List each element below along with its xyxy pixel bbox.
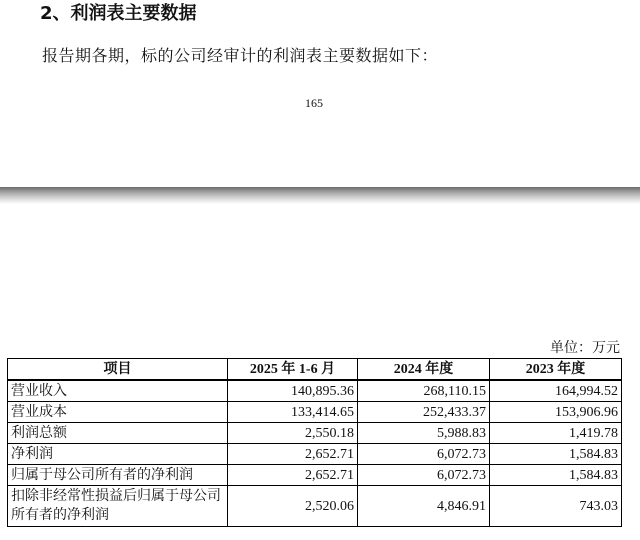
cell-value: 743.03 — [490, 486, 622, 527]
cell-value: 5,988.83 — [358, 423, 490, 444]
cell-value: 164,994.52 — [490, 380, 622, 402]
page-separator — [0, 187, 640, 204]
table-row — [8, 423, 622, 444]
page-number: 165 — [305, 96, 323, 110]
cell-value: 133,414.65 — [228, 402, 358, 423]
cell-value: 252,433.37 — [358, 402, 490, 423]
cell-value: 2,652.71 — [228, 444, 358, 465]
table-row — [8, 465, 622, 486]
unit-note: 单位：万元 — [550, 340, 620, 356]
table-row — [8, 402, 622, 423]
cell-value: 6,072.73 — [358, 465, 490, 486]
cell-value: 2,520.06 — [228, 486, 358, 527]
cell-value: 268,110.15 — [358, 380, 490, 402]
cell-value: 6,072.73 — [358, 444, 490, 465]
row-label: 营业成本 — [8, 402, 228, 423]
section-title: 2、利润表主要数据 — [40, 3, 197, 24]
header-2023: 2023 年度 — [490, 359, 622, 381]
cell-value: 140,895.36 — [228, 380, 358, 402]
cell-value: 1,419.78 — [490, 423, 622, 444]
intro-text: 报告期各期，标的公司经审计的利润表主要数据如下： — [42, 46, 439, 65]
cell-value: 153,906.96 — [490, 402, 622, 423]
cell-value: 2,652.71 — [228, 465, 358, 486]
row-label: 扣除非经常性损益后归属于母公司所有者的净利润 — [8, 486, 228, 527]
table-row — [8, 380, 622, 402]
cell-value: 1,584.83 — [490, 444, 622, 465]
row-label: 利润总额 — [8, 423, 228, 444]
header-2024: 2024 年度 — [358, 359, 490, 381]
row-label: 净利润 — [8, 444, 228, 465]
table-header-row — [8, 359, 622, 381]
cell-value: 2,550.18 — [228, 423, 358, 444]
cell-value: 1,584.83 — [490, 465, 622, 486]
header-2025h1: 2025 年 1-6 月 — [228, 359, 358, 381]
income-statement-table — [7, 358, 622, 527]
table-row — [8, 444, 622, 465]
row-label: 营业收入 — [8, 380, 228, 402]
header-item: 项目 — [8, 359, 228, 381]
cell-value: 4,846.91 — [358, 486, 490, 527]
row-label: 归属于母公司所有者的净利润 — [8, 465, 228, 486]
table-row — [8, 486, 622, 527]
